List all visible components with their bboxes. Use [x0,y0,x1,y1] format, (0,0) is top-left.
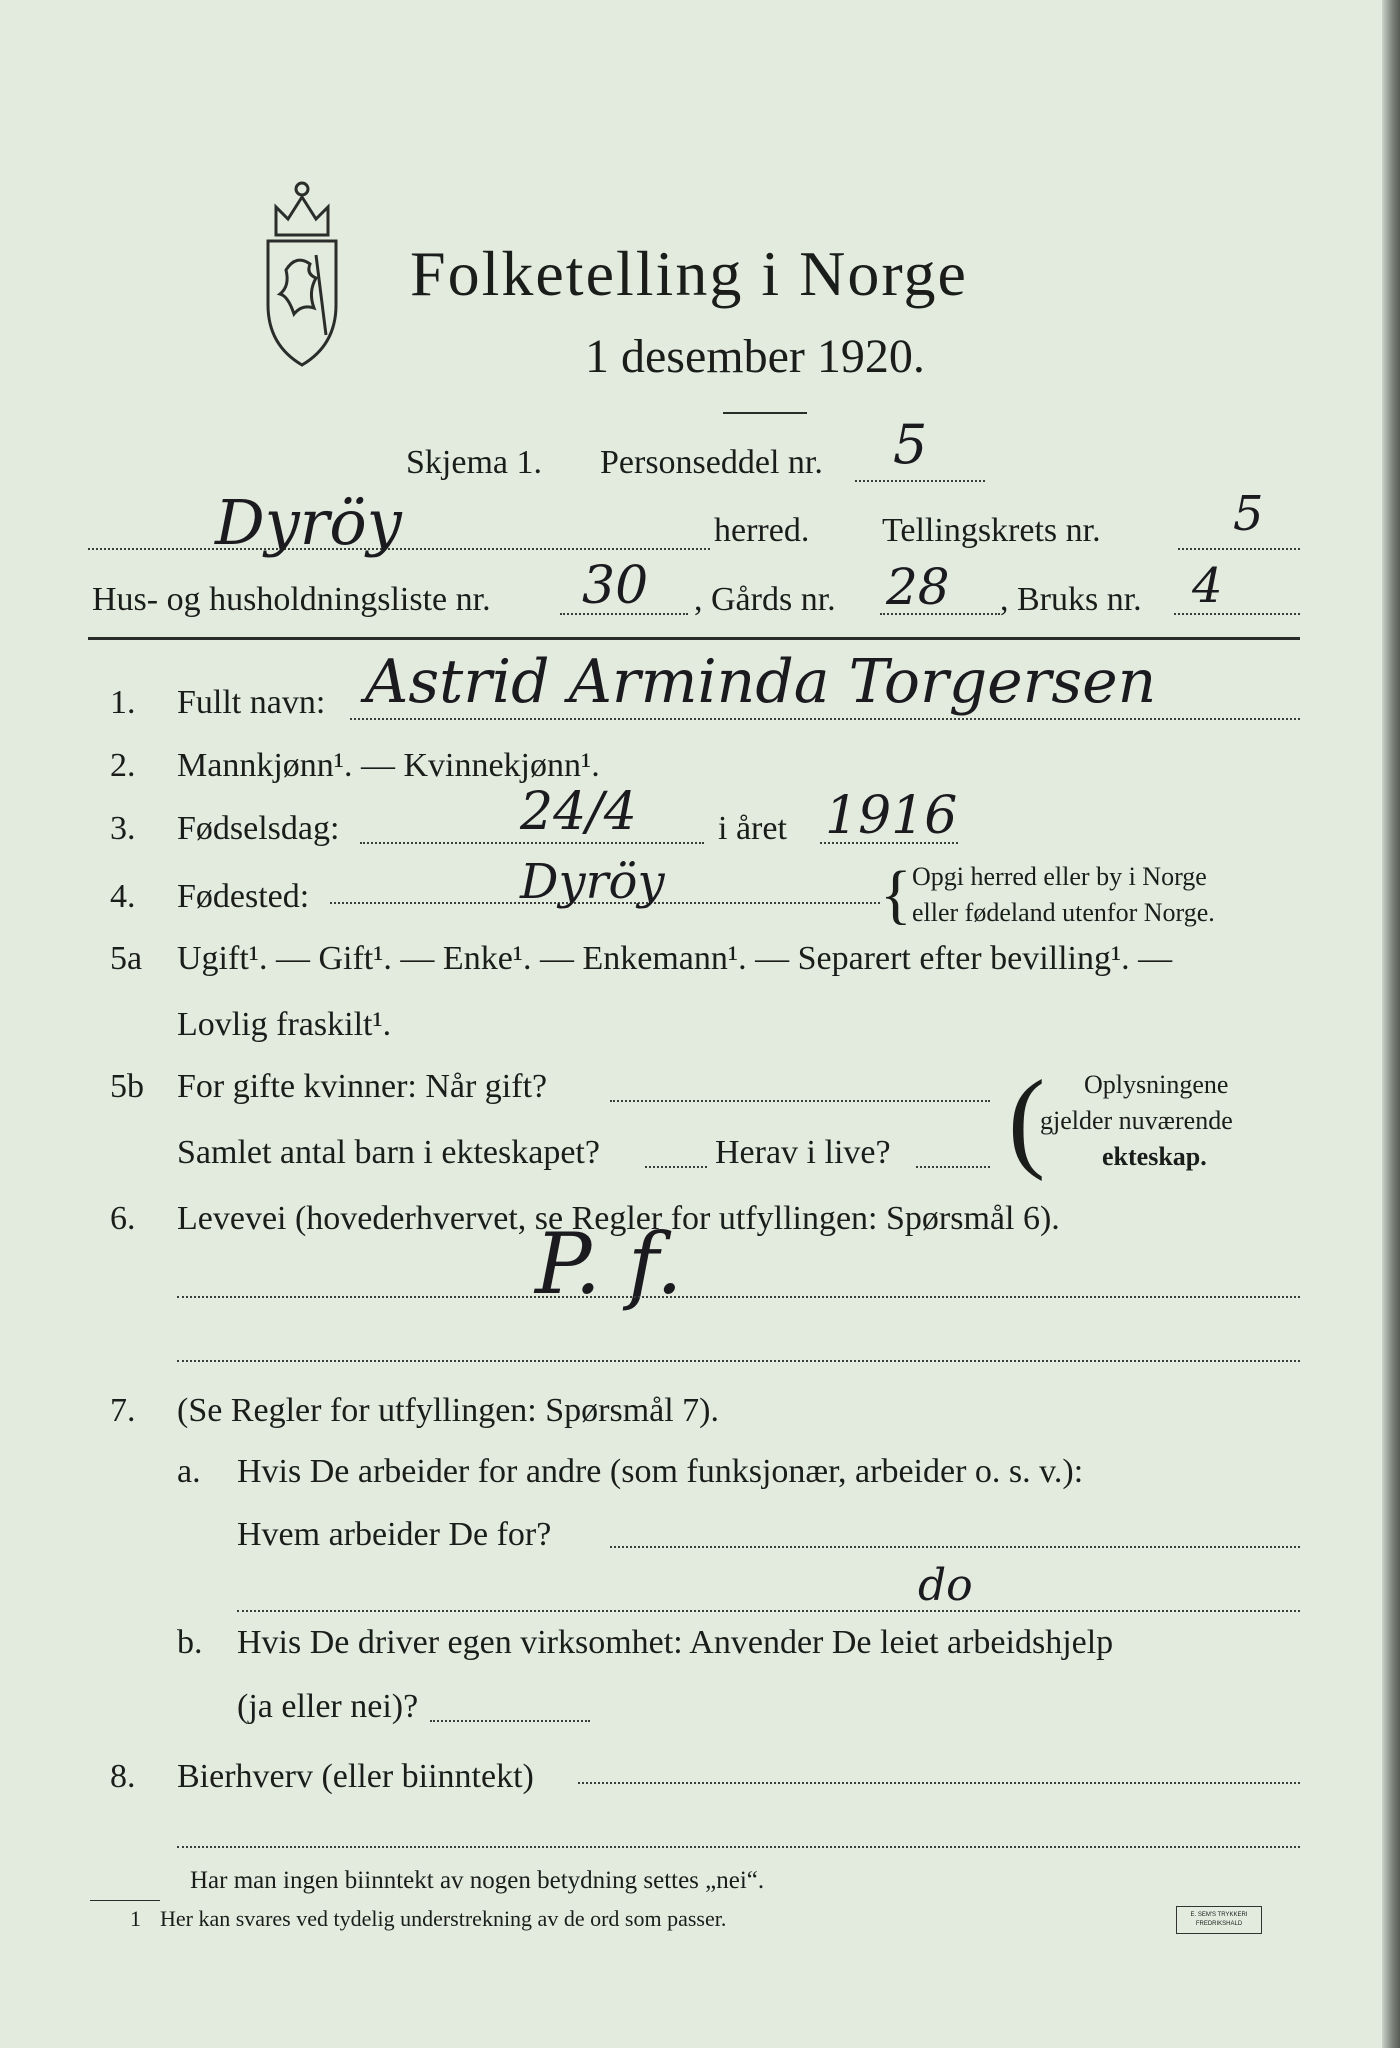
q5b-bracket: ( [1008,1058,1046,1182]
q5b-children-label: Samlet antal barn i ekteskapet? [177,1134,600,1171]
q2-number: 2. [110,747,136,784]
q4-note-line1: Opgi herred eller by i Norge [912,862,1207,891]
q4-label: Fødested: [177,878,310,915]
side-income-field-line2[interactable] [177,1846,1300,1848]
herred-value: Dyröy [215,486,402,559]
birthplace-value: Dyröy [520,854,665,910]
census-date: 1 desember 1920. [585,330,925,383]
q4-brace: { [880,858,912,931]
personseddel-value: 5 [893,413,928,476]
full-name-value: Astrid Arminda Torgersen [365,647,1157,717]
personseddel-label: Personseddel nr. [600,444,823,481]
norwegian-coat-of-arms-icon [246,175,358,370]
q7a-question: Hvis De arbeider for andre (som funksjonær, arbeider o. s. v.): [237,1453,1084,1490]
scan-edge [1382,0,1400,2048]
q7b-ja-nei-label: (ja eller nei)? [237,1688,419,1725]
q1-number: 1. [110,684,136,721]
birthyear-value: 1916 [825,786,958,846]
q2-sex-options[interactable]: Mannkjønn¹. — Kvinnekjønn¹. [177,747,600,784]
q7b-number: b. [177,1624,203,1661]
q4-note-line2: eller fødeland utenfor Norge. [912,898,1215,927]
children-total-field[interactable] [645,1166,707,1168]
husholdningsliste-value: 30 [582,556,649,616]
full-name-field[interactable] [350,718,1300,720]
q7-label: (Se Regler for utfyllingen: Spørsmål 7). [177,1392,720,1429]
occupation-value: P. f. [535,1215,683,1313]
q5b-note-line1: Oplysningene [1084,1070,1229,1099]
header-divider [88,637,1300,640]
tellingskrets-value: 5 [1233,486,1264,542]
q5a-marital-options[interactable]: Ugift¹. — Gift¹. — Enke¹. — Enkemann¹. — Separert efter bevilling¹. — [177,940,1173,977]
q3-label: Fødselsdag: [177,810,340,847]
title-rule [723,412,807,414]
birthdate-value: 24/4 [520,782,637,842]
footnote-rule [90,1900,160,1901]
q7-number: 7. [110,1392,136,1429]
employer-field-line1[interactable] [610,1546,1300,1548]
husholdningsliste-label: Hus- og husholdningsliste nr. [92,581,491,618]
q1-label: Fullt navn: [177,684,326,721]
employer-field-line2[interactable] [237,1610,1300,1612]
q5b-number: 5b [110,1068,144,1105]
printer-stamp: E. SEM'S TRYKKERI FREDRIKSHALD [1176,1906,1262,1934]
footnote-mark: 1 [130,1906,141,1931]
q7a-number: a. [177,1453,201,1490]
skjema-label: Skjema 1. [406,444,542,481]
biinntekt-note: Har man ingen biinntekt av nogen betydning settes „nei“. [190,1867,765,1894]
q8-number: 8. [110,1758,136,1795]
married-when-field[interactable] [610,1100,990,1102]
q8-label: Bierhverv (eller biinntekt) [177,1758,534,1795]
form-title: Folketelling i Norge [410,238,968,309]
employer-value: do [918,1560,973,1611]
birthdate-field[interactable] [360,842,704,844]
bruks-label: , Bruks nr. [1000,581,1142,618]
tellingskrets-field[interactable] [1178,548,1300,550]
gards-label: , Gårds nr. [694,581,836,618]
side-income-field-line1[interactable] [578,1782,1300,1784]
q4-number: 4. [110,878,136,915]
q3-number: 3. [110,810,136,847]
herred-label: herred. [714,512,810,549]
q5b-note-line2: gjelder nuværende [1040,1106,1233,1135]
occupation-field-line1[interactable] [177,1296,1300,1298]
gards-value: 28 [886,558,950,616]
bruks-value: 4 [1192,558,1223,614]
q7b-question: Hvis De driver egen virksomhet: Anvender De leiet arbeidshjelp [237,1624,1114,1661]
q6-number: 6. [110,1200,136,1237]
footnote-text: Her kan svares ved tydelig understrekning av de ord som passer. [160,1906,727,1931]
aret-label: i året [718,810,787,847]
occupation-field-line2[interactable] [177,1360,1300,1362]
q5b-alive-label: Herav i live? [715,1134,891,1171]
q5a-divorced-option[interactable]: Lovlig fraskilt¹. [177,1006,392,1043]
tellingskrets-label: Tellingskrets nr. [882,512,1101,549]
q6-label: Levevei (hovederhvervet, se Regler for utfyllingen: Spørsmål 6). [177,1200,1060,1237]
q7a-employer-label: Hvem arbeider De for? [237,1516,552,1553]
q5b-note-line3: ekteskap. [1102,1142,1207,1171]
q5a-number: 5a [110,940,143,977]
personseddel-field[interactable] [855,480,985,482]
hired-help-field[interactable] [430,1720,590,1722]
children-alive-field[interactable] [916,1166,990,1168]
q5b-married-when-label: For gifte kvinner: Når gift? [177,1068,548,1105]
